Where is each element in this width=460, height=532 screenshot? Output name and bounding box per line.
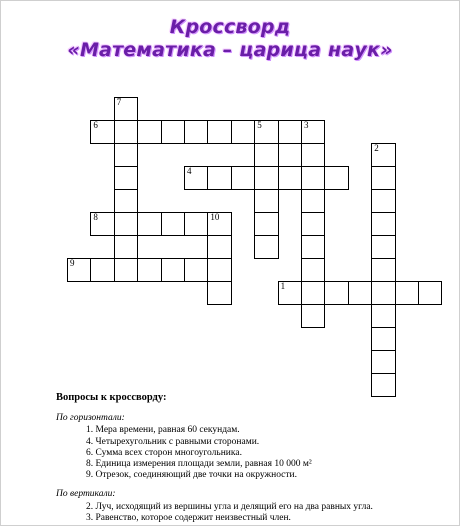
crossword-cell[interactable] — [254, 235, 278, 259]
crossword-cell[interactable] — [161, 258, 185, 282]
crossword-cell[interactable] — [301, 258, 325, 282]
crossword-cell[interactable] — [418, 281, 442, 305]
crossword-cell[interactable] — [371, 166, 395, 190]
clue-number: 3 — [304, 120, 309, 130]
crossword-cell[interactable] — [137, 212, 161, 236]
vertical-question: 2. Луч, исходящий из вершины угла и делящий его на два равных угла. — [86, 501, 373, 512]
crossword-cell[interactable] — [371, 281, 395, 305]
crossword-cell[interactable] — [207, 212, 231, 236]
crossword-cell[interactable] — [90, 120, 114, 144]
crossword-cell[interactable] — [371, 143, 395, 167]
crossword-cell[interactable] — [231, 166, 255, 190]
crossword-cell[interactable] — [90, 212, 114, 236]
horizontal-question: 8. Единица измерения площади земли, равная 10 000 м² — [86, 459, 312, 470]
crossword-cell[interactable] — [254, 120, 278, 144]
horizontal-question: 1. Мера времени, равная 60 секундам. — [86, 425, 240, 436]
horizontal-question: 9. Отрезок, соединяющий две точки на окружности. — [86, 470, 298, 481]
horizontal-label: По горизонтали: — [56, 413, 125, 424]
crossword-cell[interactable] — [184, 120, 208, 144]
vertical-question: 3. Равенство, которое содержит неизвестный член. — [86, 512, 291, 523]
crossword-cell[interactable] — [231, 120, 255, 144]
crossword-cell[interactable] — [395, 281, 419, 305]
title-line-2: «Математика – царица наук» — [67, 39, 393, 61]
crossword-cell[interactable] — [301, 281, 325, 305]
crossword-cell[interactable] — [371, 258, 395, 282]
clue-number: 1 — [280, 281, 286, 291]
clue-number: 7 — [116, 97, 122, 107]
questions-heading: Вопросы к кроссворду: — [56, 392, 167, 403]
crossword-cell[interactable] — [207, 235, 231, 259]
crossword-cell[interactable] — [301, 143, 325, 167]
title-line-1: Кроссворд — [169, 16, 291, 38]
crossword-cell[interactable] — [301, 304, 325, 328]
crossword-cell[interactable] — [301, 189, 325, 213]
crossword-cell[interactable] — [324, 166, 348, 190]
crossword-cell[interactable] — [278, 281, 302, 305]
crossword-cell[interactable] — [161, 120, 185, 144]
crossword-cell[interactable] — [114, 258, 138, 282]
crossword-cell[interactable] — [207, 258, 231, 282]
clue-number: 9 — [70, 258, 75, 268]
questions-section — [56, 392, 446, 532]
crossword-cell[interactable] — [301, 166, 325, 190]
clue-number: 4 — [187, 166, 192, 176]
crossword-cell[interactable] — [184, 166, 208, 190]
crossword-cell[interactable] — [254, 143, 278, 167]
crossword-cell[interactable] — [137, 120, 161, 144]
crossword-cell[interactable] — [114, 212, 138, 236]
crossword-cell[interactable] — [184, 258, 208, 282]
clue-number: 10 — [210, 212, 220, 222]
horizontal-question: 6. Сумма всех сторон многоугольника. — [86, 447, 242, 458]
crossword-cell[interactable] — [278, 120, 302, 144]
crossword-cell[interactable] — [207, 281, 231, 305]
crossword-cell[interactable] — [254, 189, 278, 213]
crossword-cell[interactable] — [254, 166, 278, 190]
crossword-cell[interactable] — [278, 166, 302, 190]
crossword-cell[interactable] — [324, 281, 348, 305]
crossword-cell[interactable] — [371, 235, 395, 259]
crossword-cell[interactable] — [184, 212, 208, 236]
crossword-cell[interactable] — [371, 212, 395, 236]
horizontal-questions — [86, 425, 446, 481]
crossword-cell[interactable] — [114, 235, 138, 259]
crossword-cell[interactable] — [90, 258, 114, 282]
crossword-cell[interactable] — [371, 327, 395, 351]
crossword-cell[interactable] — [207, 166, 231, 190]
crossword-cell[interactable] — [161, 212, 185, 236]
crossword-cell[interactable] — [114, 166, 138, 190]
crossword-cell[interactable] — [301, 212, 325, 236]
crossword-cell[interactable] — [371, 189, 395, 213]
crossword-cell[interactable] — [114, 143, 138, 167]
vertical-questions — [86, 502, 446, 524]
crossword-cell[interactable] — [254, 212, 278, 236]
crossword-cell[interactable] — [371, 350, 395, 374]
crossword-cell[interactable] — [114, 120, 138, 144]
crossword-cell[interactable] — [348, 281, 372, 305]
clue-number: 5 — [257, 120, 262, 130]
crossword-cell[interactable] — [114, 97, 138, 121]
crossword-cell[interactable] — [137, 258, 161, 282]
crossword-cell[interactable] — [207, 120, 231, 144]
crossword-cell[interactable] — [114, 189, 138, 213]
crossword-cell[interactable] — [67, 258, 91, 282]
clue-number: 8 — [93, 212, 98, 222]
crossword-cell[interactable] — [371, 304, 395, 328]
crossword-cell[interactable] — [301, 120, 325, 144]
clue-number: 2 — [374, 143, 379, 153]
vertical-label: По вертикали: — [56, 489, 116, 500]
horizontal-question: 4. Четырехугольник с равными сторонами. — [86, 436, 260, 447]
crossword-cell[interactable] — [301, 235, 325, 259]
clue-number: 6 — [93, 120, 98, 130]
